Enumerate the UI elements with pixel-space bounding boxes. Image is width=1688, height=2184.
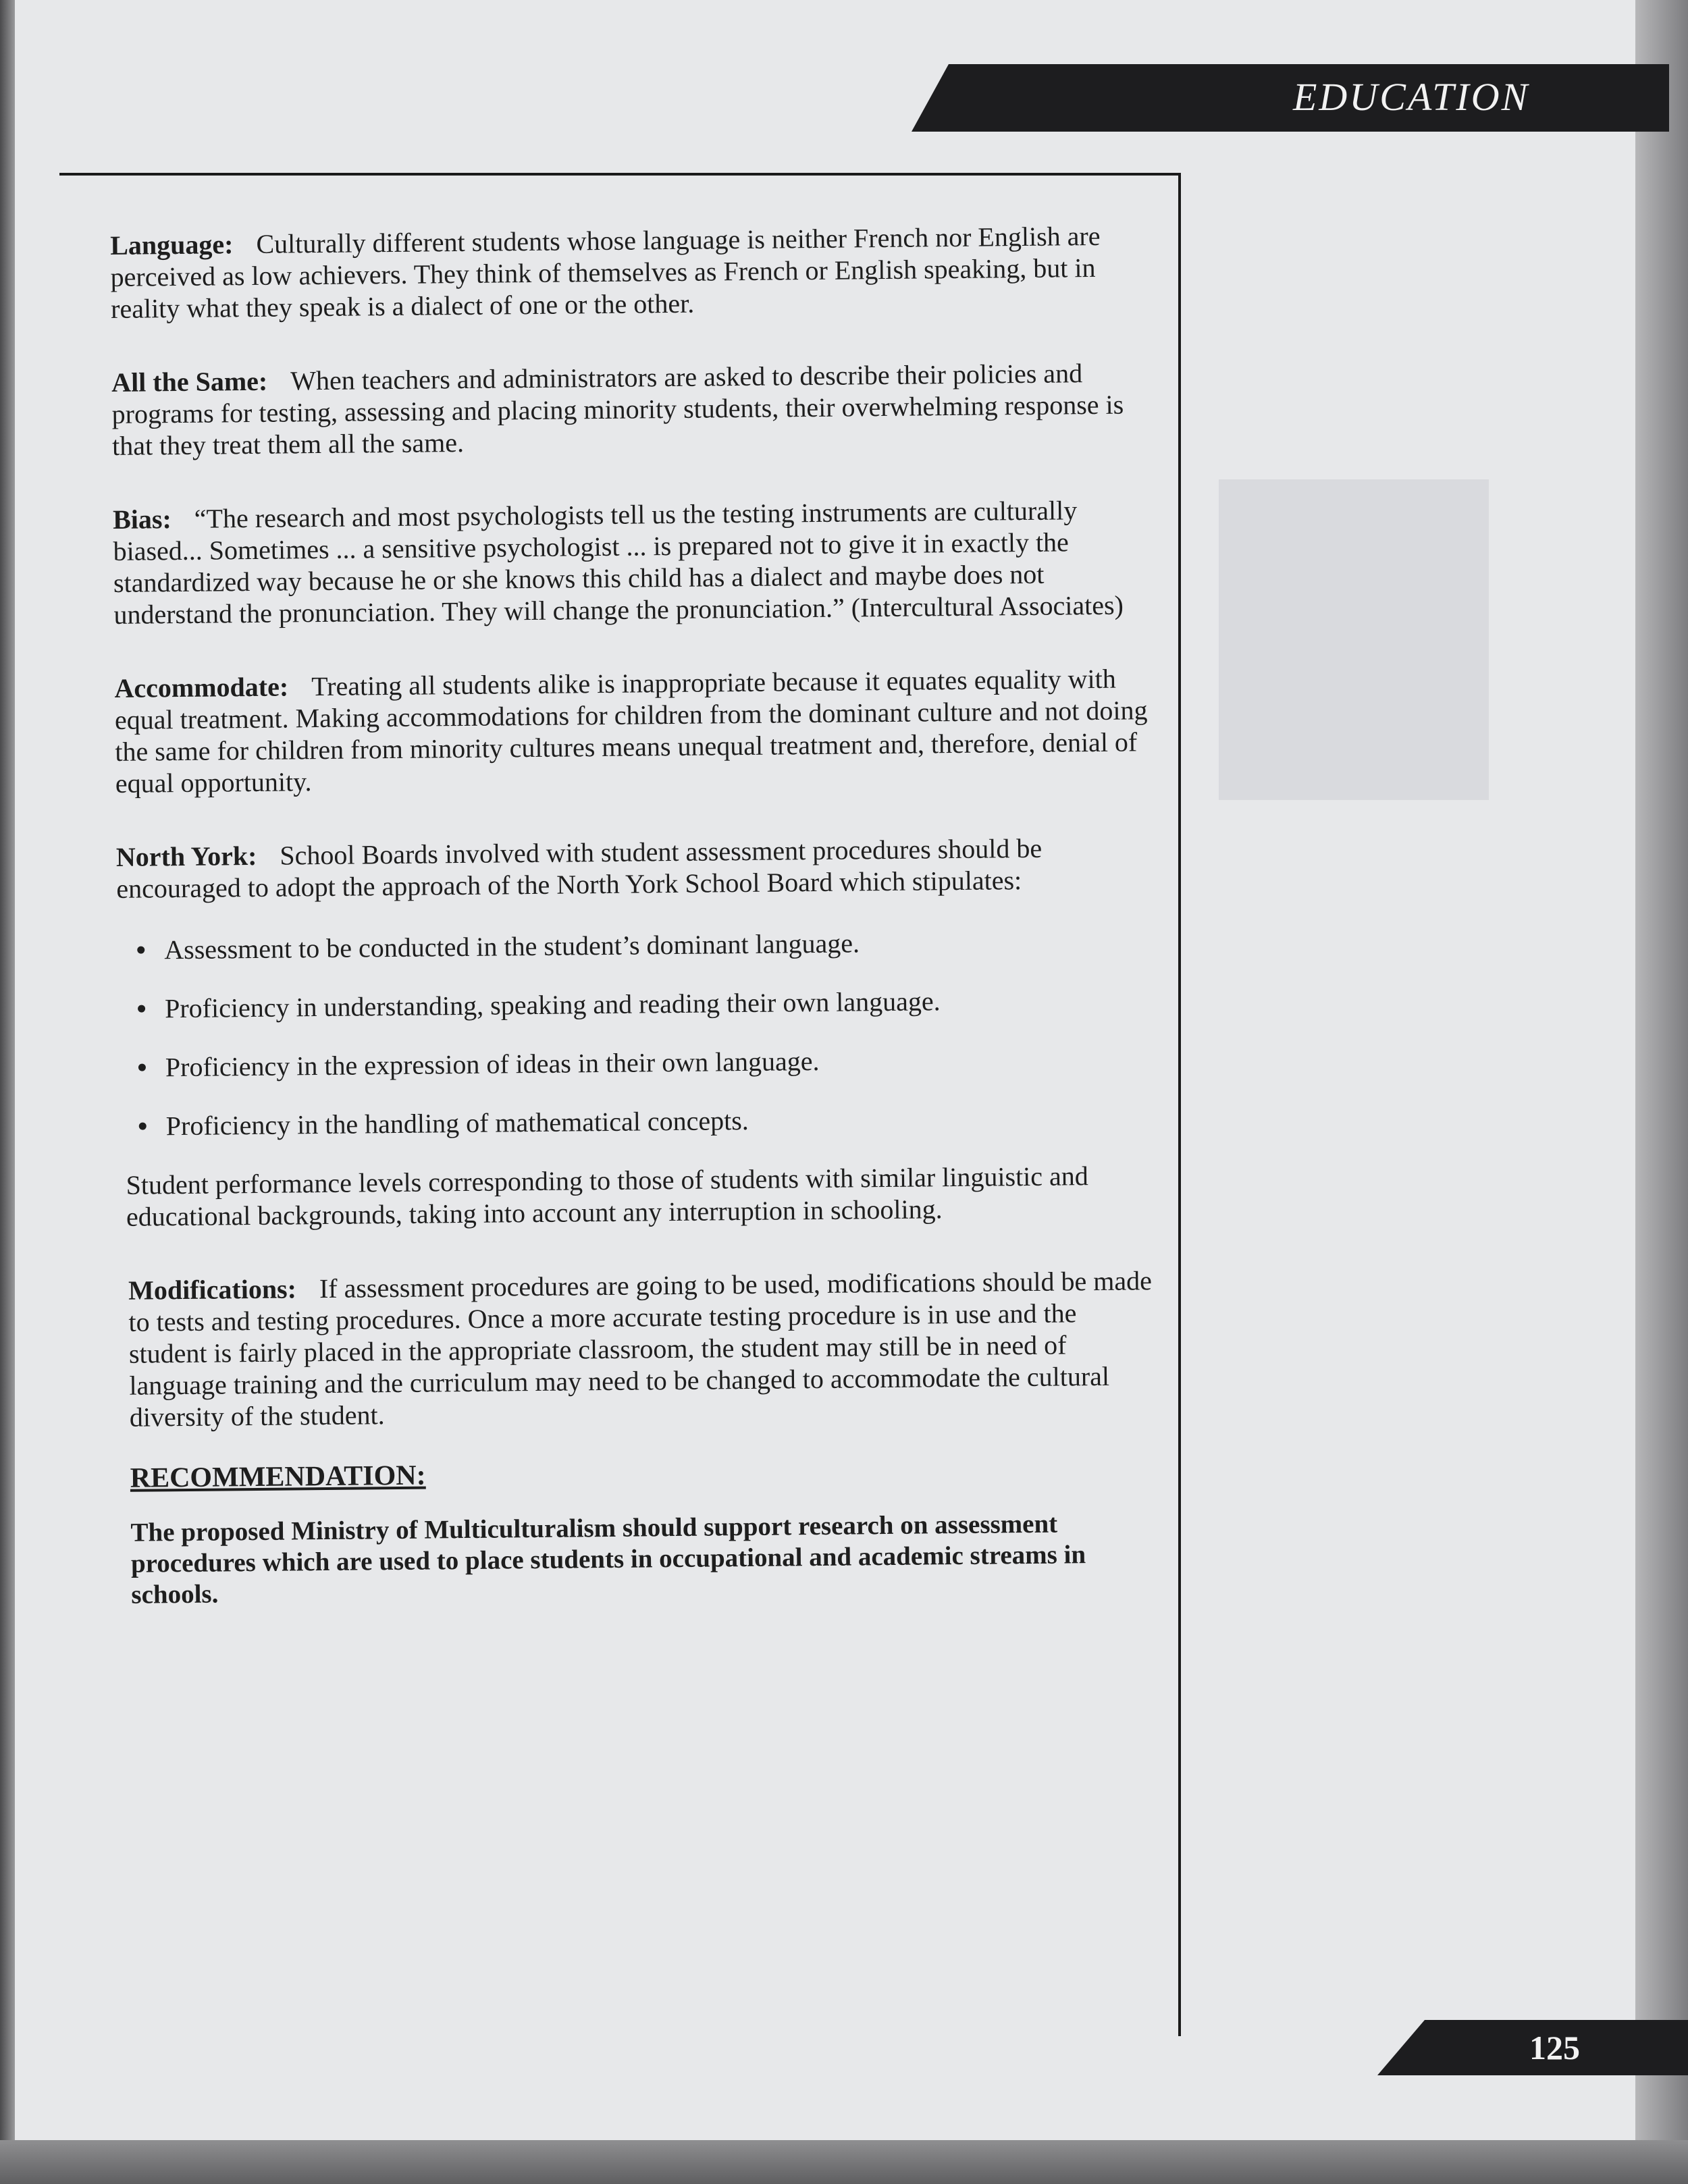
paragraph-performance-levels: Student performance levels corresponding to those of students with similar linguistic and educational backgrounds, taking into account any interruption in schooling.	[126, 1161, 1089, 1232]
page-number: 125	[1529, 2029, 1580, 2067]
paragraph-text: Treating all students alike is inappropriate because it equates equality with equal treatment. Making accommodations for children from the dominant culture and not doing the same for children from minority cultures means unequal treatment and, therefore, denial of equal opportunity.	[114, 663, 1148, 799]
paragraph-language	[110, 219, 1144, 325]
paragraph-bias	[113, 494, 1147, 631]
paragraph-accommodate	[114, 662, 1149, 799]
bullet-icon	[137, 947, 144, 954]
list-item-text: Proficiency in the expression of ideas in their own language.	[165, 1045, 820, 1083]
bullet-icon	[139, 1123, 147, 1130]
paragraph-text: If assessment procedures are going to be used, modifications should be made to tests and testing procedures. Once a more accurate testing procedure is in use and the student is fairly placed in the appropriate classroom, the student may still be in need of language training and the curriculum may need to be changed to accommodate the cultural diversity of the student.	[128, 1265, 1153, 1433]
term-label: Language:	[110, 229, 234, 261]
list-item-text: Assessment to be conducted in the student’s dominant language.	[164, 928, 860, 965]
list-item	[165, 1042, 1151, 1083]
list-item	[166, 1100, 1152, 1142]
bullet-icon	[138, 1064, 146, 1071]
paragraph-text: School Boards involved with student assessment procedures should be encouraged to adopt the approach of the North York School Board which stipulates:	[116, 832, 1043, 904]
recommendation-text: The proposed Ministry of Multiculturalism should support research on assessment procedures which are used to place students in occupational and academic streams in schools.	[130, 1509, 1086, 1609]
section-title: EDUCATION	[1293, 75, 1530, 119]
term-label: Modifications:	[128, 1273, 297, 1306]
frame-right-rule	[1178, 173, 1181, 2036]
list-item	[164, 924, 1150, 965]
stipulations-list	[117, 924, 1152, 1142]
paragraph-text: Culturally different students whose language is neither French nor English are perceived as low achievers. They think of themselves as French or English speaking, but in reality what they speak is a dialect of one or the other.	[110, 220, 1101, 324]
paragraph-all-the-same	[111, 356, 1145, 462]
bullet-icon	[138, 1005, 145, 1013]
paragraph-text: “The research and most psychologists tell us the testing instruments are culturally biased... Sometimes ... a sensitive psychologist ... is prepared not to give it in exactly the standardized way because he or she knows this child has a dialect and maybe does not understand the pronunciation. They will change the pronunciation.” (Intercultural Associates)	[113, 495, 1124, 630]
term-label: Accommodate:	[114, 671, 289, 703]
binding-edge	[1635, 0, 1688, 2184]
article-body	[110, 219, 1157, 1611]
list-item-text: Proficiency in understanding, speaking and reading their own language.	[164, 986, 941, 1024]
paragraph-north-york	[116, 831, 1150, 905]
paragraph-text: When teachers and administrators are asked to describe their policies and programs for testing, assessing and placing minority students, their overwhelming response is that they treat them all the same.	[111, 358, 1124, 461]
recommendation-heading: RECOMMENDATION:	[130, 1460, 426, 1494]
term-label: North York:	[115, 840, 257, 872]
frame-top-rule	[59, 173, 1180, 176]
page-bottom-edge	[0, 2140, 1688, 2184]
page-edge-shadow	[0, 0, 15, 2184]
paragraph-modifications	[128, 1264, 1155, 1433]
show-through-photo	[1219, 479, 1489, 800]
term-label: Bias:	[112, 504, 172, 535]
list-item-text: Proficiency in the handling of mathematical concepts.	[165, 1104, 749, 1142]
term-label: All the Same:	[111, 365, 268, 398]
list-item	[165, 983, 1151, 1024]
